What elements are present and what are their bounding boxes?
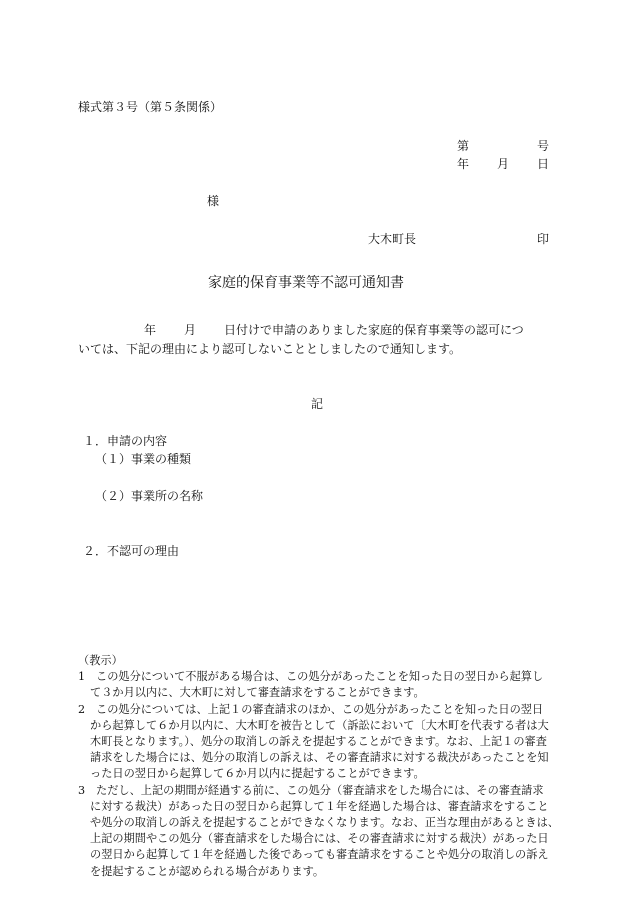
note-line: から起算して６か月以内に、大木町を被告として（訴訟において〔大木町を代表する者は大 xyxy=(90,718,549,732)
note-line: 上記の期間やこの処分（審査請求をした場合には、その審査請求に対する裁決）があった日 xyxy=(90,832,549,846)
note-item xyxy=(78,702,549,783)
note-line: ただし、上記の期間が経過する前に、この処分（審査請求をした場合には、その審査請求 xyxy=(96,783,544,797)
page-title: 家庭的保育事業等不認可通知書 xyxy=(208,275,404,291)
note-line: の翌日から起算して１年を経過した後であっても審査請求をすることや処分の取消しの訴え xyxy=(90,848,549,862)
section-1-item-1: （１）事業の種類 xyxy=(95,452,192,466)
body-line-1: 日付けで申請のありました家庭的保育事業等の認可につ xyxy=(224,323,524,337)
issuer-seal: 印 xyxy=(537,232,550,246)
note-line: に対する裁決）があった日の翌日から起算して１年を経過した場合は、審査請求をすること xyxy=(90,799,549,813)
notes-block xyxy=(78,653,559,880)
addressee-suffix: 様 xyxy=(207,194,220,208)
notes-heading xyxy=(78,653,123,669)
doc-number-suffix: 号 xyxy=(537,139,550,153)
note-line: この処分については、上記１の審査請求のほか、この処分があったことを知った日の翌日 xyxy=(96,702,544,716)
date-year-label: 年 xyxy=(457,157,470,171)
date-month-label: 月 xyxy=(497,157,510,171)
section-2-heading: ２．不認可の理由 xyxy=(83,544,180,558)
note-line: った日の翌日から起算して６か月以内に提起することができます。 xyxy=(90,767,425,781)
note-line: を提起することが認められる場合があります。 xyxy=(90,864,325,878)
doc-number-prefix: 第 xyxy=(457,139,470,153)
note-line: 請求をした場合には、処分の取消しの訴えは、その審査請求に対する裁決があったことを知 xyxy=(90,751,549,765)
note-item xyxy=(78,669,544,701)
body-line-2: いては、下記の理由により認可しないこととしましたので通知します。 xyxy=(78,342,462,356)
section-1-item-2: （２）事業所の名称 xyxy=(95,489,204,503)
note-line: て３か月以内に、大木町に対して審査請求をすることができます。 xyxy=(90,686,425,700)
issuer-name: 大木町長 xyxy=(368,232,417,246)
body-month-label: 月 xyxy=(184,323,197,337)
body-year-label: 年 xyxy=(144,323,157,337)
form-number: 様式第３号（第５条関係） xyxy=(78,100,223,114)
note-line: 木町長となります。）、処分の取消しの訴えを提起することができます。なお、上記１の審査 xyxy=(90,734,547,748)
section-1-heading: １．申請の内容 xyxy=(83,434,168,448)
note-line: や処分の取消しの訴えを提起することができなくなります。なお、正当な理由があるときは、 xyxy=(90,815,559,829)
note-line: この処分について不服がある場合は、この処分があったことを知った日の翌日から起算し xyxy=(96,670,544,684)
ki-heading: 記 xyxy=(311,397,324,411)
note-item xyxy=(78,783,559,880)
note-number: 1 xyxy=(78,670,86,684)
date-day-label: 日 xyxy=(537,157,550,171)
note-number: 3 xyxy=(78,783,86,797)
notes-heading-text: （教示） xyxy=(78,654,123,667)
note-number: 2 xyxy=(78,702,86,716)
